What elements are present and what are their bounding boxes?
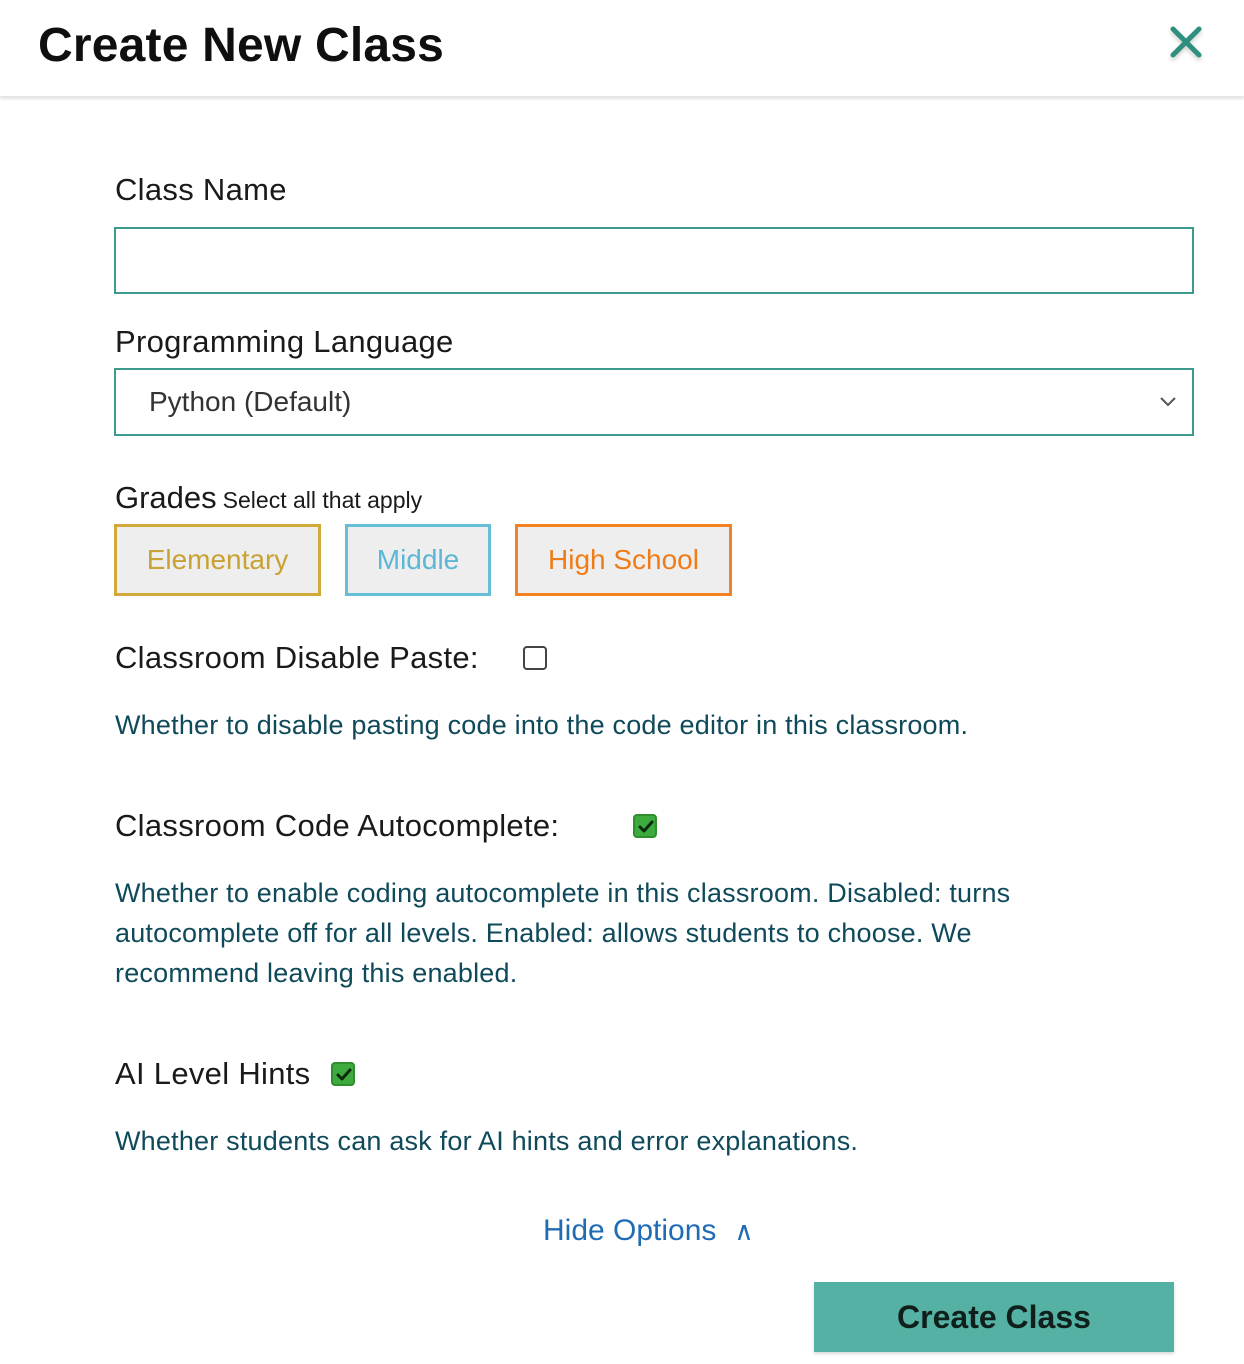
close-icon[interactable] <box>1166 22 1206 62</box>
grades-heading <box>115 480 422 516</box>
language-select[interactable] <box>114 368 1194 436</box>
disable-paste-label: Classroom Disable Paste: <box>115 640 479 675</box>
ai-hints-checkbox[interactable] <box>331 1062 355 1086</box>
dialog-title: Create New Class <box>38 19 445 72</box>
checkmark-icon <box>335 1066 353 1084</box>
grade-high-school-button[interactable]: High School <box>515 524 732 596</box>
autocomplete-description-line: Whether to enable coding autocomplete in this classroom. Disabled: turns <box>115 878 1011 908</box>
autocomplete-description <box>115 873 1010 993</box>
class-name-input[interactable] <box>114 227 1194 294</box>
grades-sublabel: Select all that apply <box>222 487 423 513</box>
ai-hints-label: AI Level Hints <box>115 1056 311 1091</box>
grade-middle-button[interactable]: Middle <box>345 524 491 596</box>
disable-paste-checkbox[interactable] <box>523 646 547 670</box>
hide-options-label: Hide Options <box>543 1214 717 1247</box>
autocomplete-description-line: recommend leaving this enabled. <box>115 958 518 988</box>
autocomplete-label: Classroom Code Autocomplete: <box>115 808 560 843</box>
language-label: Programming Language <box>115 324 454 359</box>
create-class-button[interactable]: Create Class <box>814 1282 1174 1352</box>
language-selected-value: Python (Default) <box>149 386 352 417</box>
autocomplete-description-line: autocomplete off for all levels. Enabled: allows students to choose. We <box>115 918 972 948</box>
ai-hints-description: Whether students can ask for AI hints and error explanations. <box>115 1126 859 1156</box>
chevron-up-icon: ∧ <box>734 1215 754 1246</box>
disable-paste-description: Whether to disable pasting code into the code editor in this classroom. <box>115 710 969 740</box>
grade-elementary-button[interactable]: Elementary <box>114 524 321 596</box>
checkmark-icon <box>637 818 655 836</box>
grades-label: Grades <box>115 480 217 515</box>
chevron-down-icon <box>1158 394 1178 413</box>
dialog-header <box>0 0 1244 97</box>
autocomplete-checkbox[interactable] <box>633 814 657 838</box>
class-name-label: Class Name <box>115 172 287 207</box>
hide-options-link[interactable] <box>543 1214 753 1248</box>
